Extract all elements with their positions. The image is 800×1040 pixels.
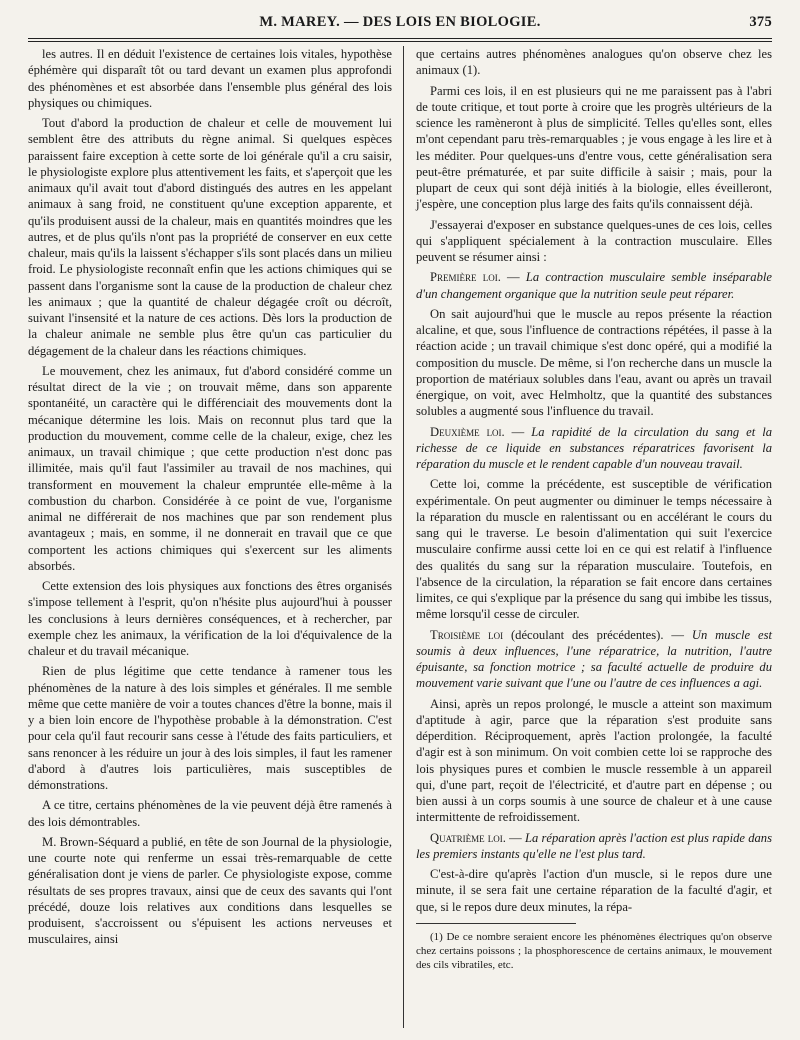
law-label: Troisième loi bbox=[430, 627, 504, 642]
law-statement: La réparation après l'action est plus rapide dans les premiers instants qu'elle ne l'est plus tard. bbox=[416, 830, 772, 861]
paragraph-text: Ainsi, après un repos prolongé, le muscle a atteint son maximum d'aptitude à agir, parce que la réparation s'est produite sans déperdition. Réciproquement, après l'action prolongée, la faculté d'agir est à son minimum. On voit combien cette loi se rapproche des lois physiques pures et combien le muscle ressemble à un appareil qui, d'une part, reçoit de l'électricité, et d'autre part en dépense ; ou bien aussi à un corps soumis à une source de chaleur et à une cause intermittente de refroidissement. bbox=[416, 696, 772, 825]
header-rule-double bbox=[28, 41, 772, 42]
paragraph bbox=[416, 217, 772, 266]
paragraph bbox=[416, 627, 772, 692]
paragraph-text: Cette loi, comme la précédente, est susceptible de vérification expérimentale. On peut augmenter ou diminuer le temps nécessaire à la réparation du muscle en ralentissant ou en accélérant le cours du sang qui le traverse. Le besoin d'alimentation qui suit l'exercice musculaire confirme aussi cette loi en ce qui est relatif à l'influence des qualités du sang sur la réparation musculaire. Toutefois, en l'absence de la circulation, la réparation se fait encore dans certaines limites, ce qui s'explique par la présence du sang qui imbibe les tissus, même lorsqu'il cesse de circuler. bbox=[416, 477, 772, 622]
paragraph-text: C'est-à-dire qu'après l'action d'un muscle, si le repos dure une minute, il se sera fait une certaine réparation de la faculté d'agir, et que, si le repos dure deux minutes, la répa- bbox=[416, 867, 772, 914]
paragraph bbox=[416, 866, 772, 915]
running-header bbox=[28, 14, 772, 36]
paragraph-text: Cette extension des lois physiques aux fonctions des êtres organisés s'impose tellement à l'esprit, qu'on n'hésite plus aujourd'hui à pousser les conclusions à leurs dernières conséquences, et à rechercher, par exemple chez les animaux, la vérification de la loi d'équivalence de la chaleur et du travail mécanique. bbox=[28, 579, 392, 658]
paragraph-text: M. Brown-Séquard a publié, en tête de son Journal de la physiologie, une courte note qui renferme un essai très-remarquable de cette généralisation dont je viens de parler. Ce physiologiste expose, comme résultats de ses propres travaux, ainsi que de ceux des savants qui l'ont précédé, douze lois relatives aux conditions dans lesquelles se produisent, s'accroissent ou s'épuisent les actions nerveuses et musculaires, ainsi bbox=[28, 834, 392, 947]
paragraph bbox=[28, 46, 392, 111]
paragraph bbox=[28, 797, 392, 830]
paragraph bbox=[28, 663, 392, 793]
paragraph-text: Rien de plus légitime que cette tendance à ramener tous les phénomènes de la nature à des lois simples et générales. Il me semble même que cette manière de voir a toutes chances d'être la bonne, mais il y a bien loin encore de l'hypothèse probable à la démonstration. C'est pour cela qu'il faut recourir sans cesse à l'étude des faits particuliers, et sans renoncer à les réduire un jour à des lois simples, il faut les ramener d'abord à d'autres lois particulières, mais susceptibles de démonstrations. bbox=[28, 664, 392, 792]
header-rule bbox=[28, 38, 772, 39]
paragraph-text: Parmi ces lois, il en est plusieurs qui ne me paraissent pas à l'abri de toute critique, et tout porte à croire que les progrès ultérieurs de la science les ramèneront à plus de simplicité. Telles qu'elles sont, elles m'ont cependant paru très-remarquables ; je vous engage à les lire et à les méditer. Pour quelques-uns d'entre vous, cette généralisation sera peut-être prématurée, et par suite difficile à saisir ; mais, pour la plupart de ceux qui sont déjà initiés à la biologie, elles éveilleront, j'espère, une conception plus large des faits qu'ils connaissent déjà. bbox=[416, 83, 772, 212]
paragraph-text: J'essayerai d'exposer en substance quelques-unes de ces lois, celles qui s'appliquent spécialement à la contraction musculaire. Elles peuvent se résumer ainsi : bbox=[416, 217, 772, 264]
page-number: 375 bbox=[749, 14, 772, 30]
law-statement: La contraction musculaire semble inséparable d'un changement organique que la nutrition seule peut réparer. bbox=[416, 270, 772, 301]
paragraph-text: Tout d'abord la production de chaleur et celle de mouvement lui semblent être des attributs du règne animal. Si quelques espèces paraissent faire exception à cette sorte de loi générale qu'il a cru saisir, le physiologiste explore plus attentivement les faits, et s'aperçoit que les animaux qu'il avait tout d'abord distingués des autres en les appelant animaux à sang froid, ne constituent qu'une exception apparente, et qu'ils produisent aussi de la chaleur, mais en quantités moindres que les autres, et de plus qu'ils n'ont pas la propriété de conserver en eux cette chaleur, mais qu'ils la laissent s'échapper s'ils sont placés dans un milieu froid. Le physiologiste reconnaît enfin que les actions chimiques qui se passent dans l'organisme sont la cause de la production de chaleur chez les animaux ; que la quantité de chaleur dégagée croît ou décroît, suivant l'insensité et la nature de ces actions. Dès lors la production de la chaleur animale ne semble plus être qu'un cas particulier du dégagement de la chaleur dans les réactions chimiques. bbox=[28, 116, 392, 358]
footnote-rule bbox=[416, 923, 576, 924]
paragraph-text: les autres. Il en déduit l'existence de certaines lois vitales, hypothèse éphémère qui disparaît tôt ou tard devant un examen plus approfondi des phénomènes et est absorbée dans l'ensemble plus général des lois physiques ou chimiques. bbox=[28, 47, 392, 110]
law-label: Quatrième loi. — bbox=[430, 830, 522, 845]
paragraph bbox=[416, 306, 772, 420]
paragraph-text: A ce titre, certains phénomènes de la vie peuvent déjà être ramenés à des lois démontrables. bbox=[28, 798, 392, 829]
law-statement: Un muscle est soumis à deux influences, l'une réparatrice, la nutrition, l'autre épuisante, sa fonction motrice ; sa faculté actuelle de produire du mouvement varie suivant que l'une ou l'autre de ces influences a agi. bbox=[416, 627, 772, 691]
paragraph bbox=[416, 830, 772, 863]
paragraph bbox=[416, 46, 772, 79]
paragraph bbox=[416, 83, 772, 213]
paragraph bbox=[416, 269, 772, 302]
right-column bbox=[416, 46, 772, 972]
law-label: Deuxième loi. — bbox=[430, 424, 525, 439]
left-column bbox=[28, 46, 392, 952]
paragraph bbox=[28, 363, 392, 574]
paragraph bbox=[28, 578, 392, 659]
paragraph bbox=[416, 476, 772, 622]
paragraph bbox=[416, 696, 772, 826]
law-statement: La rapidité de la circulation du sang et la richesse de ce liquide en substances réparatrices favorisent la réparation du muscle et le rendent capable d'un nouveau travail. bbox=[416, 424, 772, 471]
law-label-note: (découlant des précédentes). — bbox=[503, 627, 684, 642]
paragraph bbox=[28, 115, 392, 359]
running-title: M. MAREY. — DES LOIS EN BIOLOGIE. bbox=[259, 14, 541, 30]
column-divider bbox=[403, 46, 404, 1028]
paragraph-text: Le mouvement, chez les animaux, fut d'abord considéré comme un résultat direct de la vie ; on trouvait même, dans son apparente spontanéité, un caractère qui le différenciait des mouvements dont la mécanique détermine les lois. Mais on reconnut plus tard que la production du mouvement, comme celle de la chaleur, exige, chez les animaux, un travail chimique ; que cette production n'est donc pas illimitée, mais qu'il faut l'assimiler au travail de nos machines, qui transforment en mouvement la chaleur empruntée elle-même à la combustion du charbon. Considérée à ce point de vue, l'organisme animal ne différerait de nos machines que par son rendement plus avantageux ; mais, en somme, il ne donnerait en travail que ce que comportent les actions chimiques qui s'exercent sur les aliments absorbés. bbox=[28, 363, 392, 573]
law-label: Première loi. — bbox=[430, 270, 520, 285]
paragraph bbox=[28, 834, 392, 948]
paragraph bbox=[416, 424, 772, 473]
right-column-body bbox=[416, 46, 772, 915]
paragraph-text: On sait aujourd'hui que le muscle au repos présente la réaction alcaline, et que, sous l'influence de contractions répétées, il passe à la réaction acide ; un travail chimique s'est donc opéré, qui a modifié la composition du muscle. De même, si l'on recherche dans un muscle la proportion de matériaux solubles dans l'eau, avant ou après un travail énergique, on voit, avec Helmholtz, que la quantité des substances solubles a augmenté sous l'influence du travail. bbox=[416, 306, 772, 419]
footnote: (1) De ce nombre seraient encore les phénomènes électriques qu'on observe chez certains poissons ; la phosphorescence de certains animaux, le mouvement des cils vibratiles, etc. bbox=[416, 930, 772, 971]
paragraph-text: que certains autres phénomènes analogues qu'on observe chez les animaux (1). bbox=[416, 47, 772, 78]
